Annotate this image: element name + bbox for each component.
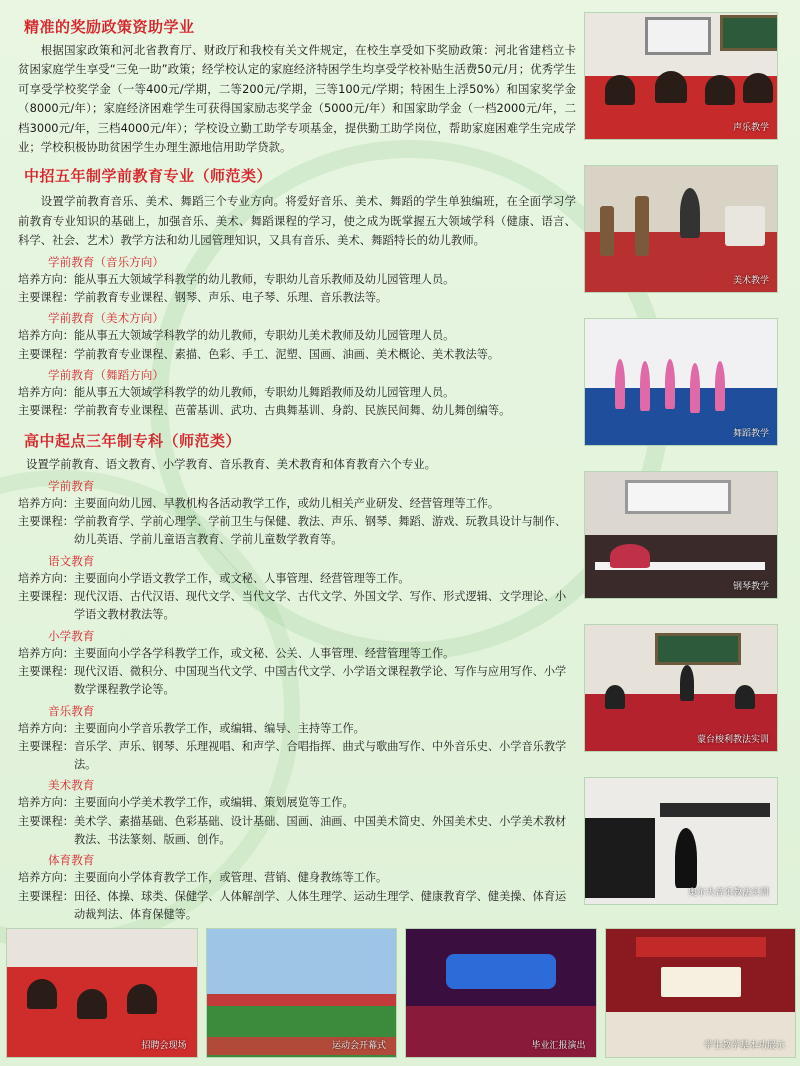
- value: 学前教育专业课程、素描、色彩、手工、泥塑、国画、油画、美术概论、美术教法等。: [73, 347, 500, 361]
- label: 主要课程：: [18, 515, 74, 529]
- value: 能从事五大领域学科教学的幼儿教师，专职幼儿舞蹈教师及幼儿园管理人员。: [73, 385, 455, 399]
- value: 主要面向小学音乐教学工作，或编辑、编导、主持等工作。: [73, 721, 365, 735]
- photo-caption: 钢琴教学: [732, 582, 769, 592]
- grand-piano: [585, 818, 655, 898]
- photo-dance-class: [584, 318, 778, 446]
- value: 田径、体操、球类、保健学、人体解剖学、人体生理学、运动生理学、健康教育学、健美操、体育运动裁判法、体育保健等。: [73, 889, 567, 921]
- student: [610, 544, 650, 568]
- stands: [207, 994, 397, 1006]
- track-name: 学前教育（舞蹈方向）: [48, 367, 164, 382]
- label: 培养方向：: [18, 796, 74, 810]
- major-music: [18, 702, 576, 775]
- teacher: [680, 665, 694, 701]
- photo-row-bottom: [6, 928, 796, 1058]
- label: 主要课程：: [18, 664, 74, 678]
- photo-graduation-show: [405, 928, 597, 1058]
- value: 现代汉语、古代汉语、现代文学、当代文学、古代文学、外国文学、写作、形式逻辑、文学理论、小学语文教材教法等。: [73, 590, 567, 622]
- label: 培养方向：: [18, 496, 74, 510]
- blackboard: [720, 15, 778, 51]
- value: 能从事五大领域学科教学的幼儿教师，专职幼儿美术教师及幼儿园管理人员。: [73, 329, 455, 343]
- photo-job-fair: [6, 928, 198, 1058]
- value: 能从事五大领域学科教学的幼儿教师，专职幼儿音乐教师及幼儿园管理人员。: [73, 272, 455, 286]
- photo-caption: 声乐教学: [732, 123, 769, 133]
- value: 现代汉语、微积分、中国现当代文学、中国古代文学、小学语文课程教学论、写作与应用写作、小学数学课程教学论等。: [73, 664, 567, 697]
- value: 学前教育专业课程、钢琴、声乐、电子琴、乐理、音乐教法等。: [73, 290, 388, 304]
- dancer: [715, 361, 725, 411]
- label: 主要课程：: [18, 590, 74, 604]
- value: 主要面向小学体育教学工作，或管理、营销、健身教练等工作。: [73, 871, 388, 885]
- label: 主要课程：: [18, 814, 74, 828]
- photo-caption: 美术教学: [732, 276, 769, 286]
- major-name: 学前教育: [48, 478, 95, 493]
- whiteboard: [645, 17, 711, 55]
- teacher: [680, 188, 700, 238]
- track-music: [18, 253, 576, 308]
- major-pe: [18, 851, 576, 924]
- section-title-five-year: 中招五年制学前教育专业（师范类）: [24, 167, 273, 186]
- track-name: 学前教育（音乐方向）: [48, 254, 164, 269]
- drawing-board: [725, 206, 765, 246]
- label: 主要课程：: [18, 347, 74, 361]
- banner-wall: [7, 929, 197, 967]
- major-name: 语文教育: [48, 553, 95, 568]
- pianist: [675, 828, 697, 888]
- value: 美术学、素描基础、色彩基础、设计基础、国画、油画、中国美术简史、外国美术史、小学美术教材教法、书法篆刻、版画、创作。: [73, 814, 567, 846]
- student: [605, 685, 625, 709]
- photo-art-class: [584, 165, 778, 293]
- photo-caption: 招聘会现场: [141, 1041, 187, 1051]
- student: [735, 685, 755, 709]
- student-head: [743, 73, 773, 103]
- label: 主要课程：: [18, 739, 74, 753]
- photo-column: [584, 12, 778, 905]
- major-name: 体育教育: [48, 853, 95, 868]
- track-dance: [18, 366, 576, 421]
- dancer: [690, 363, 700, 413]
- photo-orff-training: [584, 777, 778, 905]
- students-row: [660, 803, 770, 817]
- student-head: [605, 75, 635, 105]
- value: 学前教育专业课程、芭蕾基训、武功、古典舞基训、身韵、民族民间舞、幼儿舞创编等。: [73, 404, 511, 418]
- label: 主要课程：: [18, 290, 74, 304]
- label: 培养方向：: [18, 721, 74, 735]
- major-preschool: [18, 477, 576, 550]
- label: 培养方向：: [18, 385, 74, 399]
- three-year-intro: 设置学前教育、语文教育、小学教育、音乐教育、美术教育和体育教育六个专业。: [26, 457, 437, 472]
- crowd: [77, 989, 107, 1019]
- photo-teaching-skills: [605, 928, 797, 1058]
- crowd: [127, 984, 157, 1014]
- banner: [636, 937, 766, 957]
- stage-screen: [661, 967, 741, 997]
- value: 主要面向幼儿园、早教机构各活动教学工作，或幼儿相关产业研发、经营管理等工作。: [73, 496, 500, 510]
- track-art: [18, 309, 576, 364]
- label: 培养方向：: [18, 871, 74, 885]
- photo-caption: 奥尔夫音乐教法实训: [687, 888, 769, 898]
- photo-caption: 运动会开幕式: [331, 1041, 386, 1051]
- photo-sports-opening: [206, 928, 398, 1058]
- photo-caption: 蒙台梭利教法实训: [696, 735, 769, 745]
- five-year-intro: 设置学前教育音乐、美术、舞蹈三个专业方向。将爱好音乐、美术、舞蹈的学生单独编班，在全面学习学前教育专业知识的基础上，加强音乐、美术、舞蹈课程的学习，使之成为既掌握五大领域学科（健康、语言、科学、社会、艺术）教学方法和幼儿园管理知识，又具有音乐、美术、舞蹈特长的幼儿教师。: [18, 194, 576, 248]
- dancer: [615, 359, 625, 409]
- projection-screen: [625, 480, 731, 514]
- value: 主要面向小学各学科教学工作，或文秘、公关、人事管理、经营管理等工作。: [73, 646, 455, 660]
- major-chinese: [18, 552, 576, 625]
- photo-caption: 舞蹈教学: [732, 429, 769, 439]
- blackboard: [655, 633, 741, 665]
- label: 培养方向：: [18, 272, 74, 286]
- label: 主要课程：: [18, 889, 74, 903]
- value: 主要面向小学语文教学工作，或文秘、人事管理、经营管理等工作。: [73, 571, 410, 585]
- easel: [600, 206, 614, 256]
- label: 培养方向：: [18, 646, 74, 660]
- stage-screen: [446, 954, 556, 989]
- text-column: [18, 16, 576, 924]
- value: 学前教育学、学前心理学、学前卫生与保健、教法、声乐、钢琴、舞蹈、游戏、玩教具设计与制作、幼儿英语、学前儿童语言教育、学前儿童数学教育等。: [73, 515, 567, 547]
- scholarship-body: 根据国家政策和河北省教育厅、财政厅和我校有关文件规定，在校生享受如下奖励政策：河北省建档立卡贫困家庭学生享受“三免一助”政策；经学校认定的家庭经济特困学生均享受学校补贴生活费50元/月；优秀学生可享受学校奖学金（一等400元/学期，二等200元/学期，三等100元/学期；特困生上浮50%）和国家奖学金（8000元/年）；家庭经济困难学生可获得国家励志奖学金（5000元/年）和国家助学金（一档2000元/年，二档3000元/年，三档4000元/年）；学校设立勤工助学专项基金，提供勤工助学岗位，帮助家庭困难学生完成学业；学校积极协助贫困学生办理生源地信用助学贷款。: [18, 43, 576, 155]
- photo-caption: 毕业汇报演出: [531, 1041, 586, 1051]
- photo-vocal-class: [584, 12, 778, 140]
- student-head: [655, 71, 687, 103]
- major-name: 美术教育: [48, 778, 95, 793]
- major-name: 小学教育: [48, 628, 95, 643]
- easel: [635, 196, 649, 256]
- photo-caption: 学生教学基本功展示: [703, 1041, 785, 1051]
- photo-montessori-training: [584, 624, 778, 752]
- section-title-scholarship: 精准的奖励政策资助学业: [24, 18, 195, 36]
- label: 主要课程：: [18, 404, 74, 418]
- section-title-three-year: 高中起点三年制专科（师范类）: [24, 432, 242, 451]
- photo-piano-class: [584, 471, 778, 599]
- track-name: 学前教育（美术方向）: [48, 311, 164, 326]
- major-art: [18, 776, 576, 849]
- dancer: [665, 359, 675, 409]
- student-head: [705, 75, 735, 105]
- value: 音乐学、声乐、钢琴、乐理视唱、和声学、合唱指挥、曲式与歌曲写作、中外音乐史、小学音乐教学法。: [73, 739, 567, 772]
- crowd: [27, 979, 57, 1009]
- major-primary: [18, 627, 576, 700]
- dancer: [640, 361, 650, 411]
- label: 培养方向：: [18, 571, 74, 585]
- value: 主要面向小学美术教学工作，或编辑、策划展览等工作。: [73, 796, 354, 810]
- major-name: 音乐教育: [48, 703, 95, 718]
- label: 培养方向：: [18, 329, 74, 343]
